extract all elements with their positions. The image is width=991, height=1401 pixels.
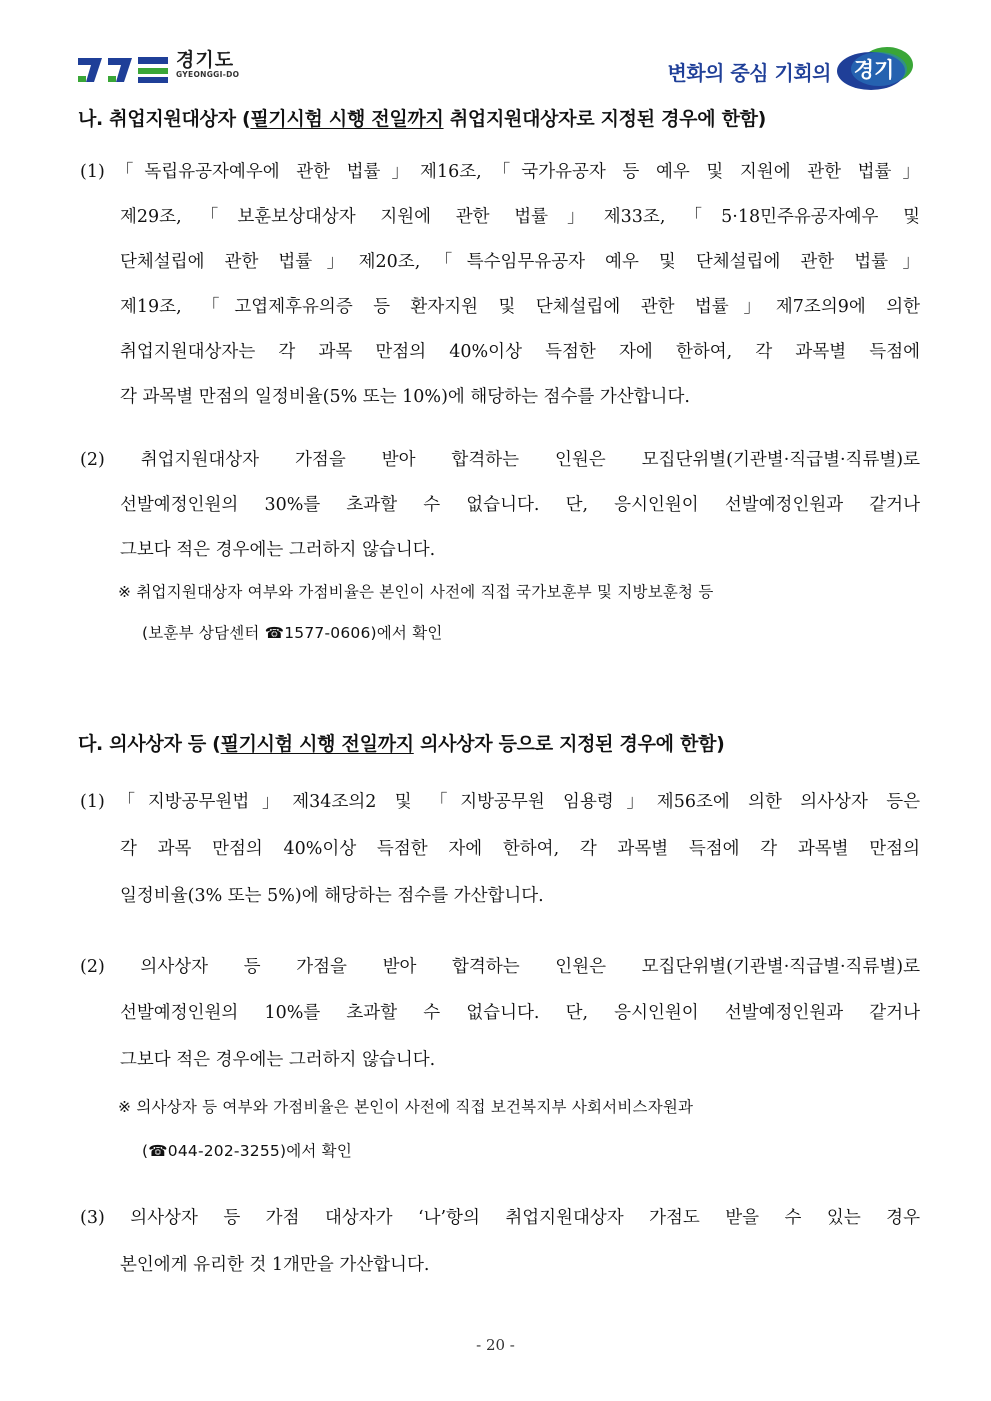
text-line: 일정비율(3% 또는 5%)에 해당하는 점수를 가산합니다.	[120, 886, 544, 906]
slogan	[553, 47, 913, 91]
text-line: 선발예정인원의 10%를 초과할 수 없습니다. 단, 응시인원이 선발예정인원과 같거나	[120, 1003, 920, 1023]
slogan-badge	[835, 47, 913, 91]
section-da-title-prefix: 다. 의사상자 등 (	[78, 733, 221, 755]
text-line: (1)「지방공무원법」제34조의2 및 「지방공무원 임용령」제56조에 의한 의사상자 등은	[80, 792, 920, 812]
text-line: (3) 의사상자 등 가점 대상자가 ‘나’항의 취업지원대상자 가점도 받을 수 있는 경우	[80, 1208, 920, 1228]
logo-wordmark	[176, 50, 239, 80]
slogan-badge-text: 경기	[853, 58, 895, 82]
slogan-text: 변화의 중심 기회의	[667, 61, 831, 85]
text-line: (2) 의사상자 등 가점을 받아 합격하는 인원은 모집단위별(기관별·직급별·직류별)로	[80, 957, 920, 977]
text-line: 제19조, 「고엽제후유의증 등 환자지원 및 단체설립에 관한 법률」제7조의9에 의한	[120, 297, 920, 317]
section-na-note-line2: (보훈부 상담센터 ☎1577-0606)에서 확인	[142, 624, 443, 642]
section-da-title	[78, 729, 725, 756]
page-header	[0, 0, 991, 100]
page-number: - 20 -	[476, 1336, 515, 1354]
section-da-note-line2: (☎044-202-3255)에서 확인	[142, 1142, 353, 1160]
section-da-title-underline: 필기시험 시행 전일까지	[220, 733, 414, 755]
text-line: 그보다 적은 경우에는 그러하지 않습니다.	[120, 1050, 436, 1070]
text-line: 선발예정인원의 30%를 초과할 수 없습니다. 단, 응시인원이 선발예정인원과 같거나	[120, 495, 920, 515]
text-line: 취업지원대상자는 각 과목 만점의 40%이상 득점한 자에 한하여, 각 과목별 득점에	[120, 342, 920, 362]
section-da-title-suffix: 의사상자 등으로 지정된 경우에 한함)	[413, 733, 725, 755]
text-line: 본인에게 유리한 것 1개만을 가산합니다.	[120, 1255, 430, 1275]
section-na-note-line1: ※ 취업지원대상자 여부와 가점비율은 본인이 사전에 직접 국가보훈부 및 지방보훈청 등	[118, 583, 714, 601]
section-da-note-line1: ※ 의사상자 등 여부와 가점비율은 본인이 사전에 직접 보건복지부 사회서비스자원과	[118, 1098, 694, 1116]
text-line: (1)「독립유공자예우에 관한 법률」제16조,「국가유공자 등 예우 및 지원에 관한 법률」	[80, 162, 920, 182]
section-na-title-underline: 필기시험 시행 전일까지	[250, 108, 444, 130]
text-line: 각 과목 만점의 40%이상 득점한 자에 한하여, 각 과목별 득점에 각 과목별 만점의	[120, 839, 920, 859]
logo-en: GYEONGGI-DO	[176, 70, 240, 79]
text-line: (2) 취업지원대상자 가점을 받아 합격하는 인원은 모집단위별(기관별·직급별·직류별)로	[80, 450, 920, 470]
gyeonggi-logo-icon	[76, 52, 172, 86]
text-line: 제29조,「보훈보상대상자 지원에 관한 법률」제33조,「5·18민주유공자예우 및	[120, 207, 920, 227]
section-na-title	[78, 104, 766, 131]
section-na-title-prefix: 나. 취업지원대상자 (	[78, 108, 251, 130]
text-line: 단체설립에 관한 법률」제20조,「특수임무유공자 예우 및 단체설립에 관한 법률」	[120, 252, 920, 272]
text-line: 그보다 적은 경우에는 그러하지 않습니다.	[120, 540, 436, 560]
section-na-title-suffix: 취업지원대상자로 지정된 경우에 한함)	[443, 108, 767, 130]
text-line: 각 과목별 만점의 일정비율(5% 또는 10%)에 해당하는 점수를 가산합니다.	[120, 387, 690, 407]
logo-ko: 경기도	[176, 49, 235, 71]
